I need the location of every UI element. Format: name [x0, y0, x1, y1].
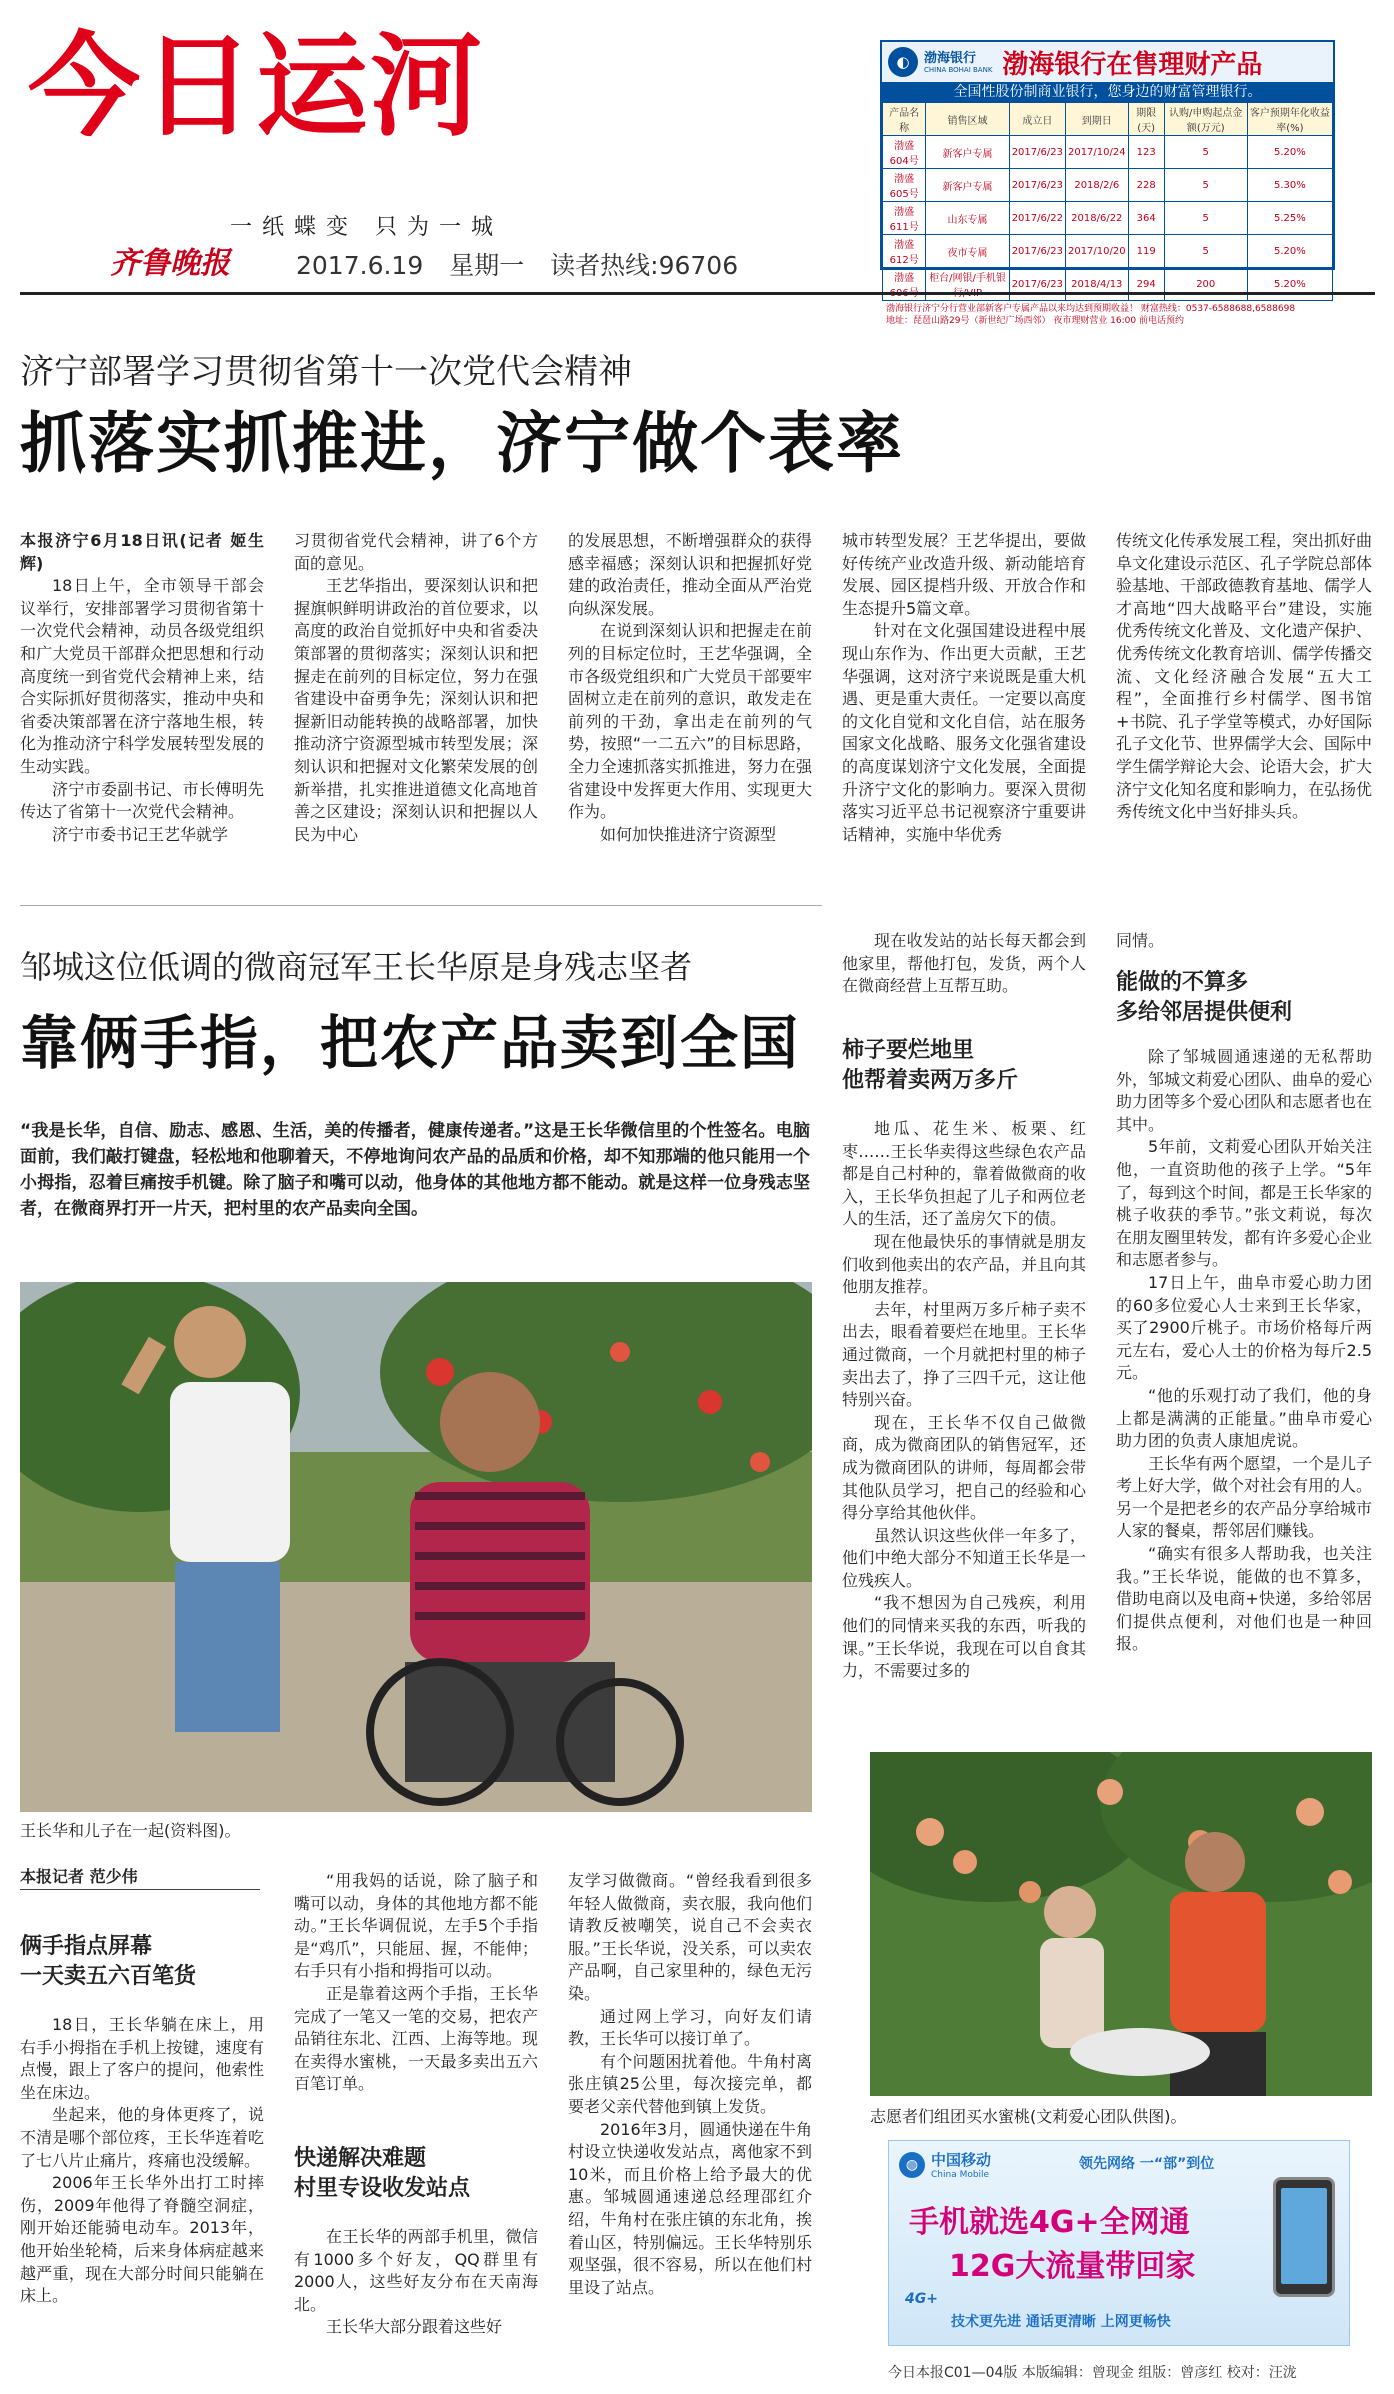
paragraph: 现在，王长华不仅自己做微商，成为微商团队的销售冠军，还成为微商团队的讲师，每周都会带其他队员学习，把自己的经验和心得分享给其他伙伴。: [842, 1412, 1086, 1523]
paragraph: 18日上午，全市领导干部会议举行，安排部署学习贯彻省第十一次党代会精神，动员各级党组织和广大党员干部群众把思想和行动高度统一到省党代会精神上来，结合实际抓好贯彻落实，推动中央和省委决策部署在济宁落地生根，转化为推动济宁科学发展转型发展的生动实践。: [20, 576, 264, 776]
bank-table-header-cell: 销售区域: [926, 103, 1009, 136]
paragraph: 王长华大部分跟着这些好: [326, 2317, 503, 2337]
bank-table-cell: 渤盛605号: [883, 169, 926, 202]
volunteers-photo: [870, 1752, 1372, 2096]
bank-table-cell: 5.20%: [1247, 268, 1332, 301]
bank-table-cell: 200: [1164, 268, 1247, 301]
subhead-two-fingers: 俩手指点屏幕 一天卖五六百笔货: [20, 1934, 197, 1989]
article1-column-1: [20, 530, 264, 846]
article1-column-4: [842, 530, 1086, 846]
bank-table-cell: 柜台/网银/手机银: [926, 268, 1009, 301]
bank-product-table: [882, 102, 1333, 301]
bank-table-cell: 5: [1164, 136, 1247, 169]
bank-table-header-cell: 客户预期年化收益率(%): [1247, 103, 1332, 136]
article1-column-2: [294, 530, 538, 846]
article1-kicker: 济宁部署学习贯彻省第十一次党代会精神: [20, 352, 632, 392]
bank-logo-icon: ◐: [888, 47, 918, 77]
article1-column-3: [568, 530, 812, 846]
reader-hotline: 读者热线:96706: [550, 251, 739, 280]
paragraph: 针对在文化强国建设进程中展现山东作为、作出更大贡献，王艺华强调，这对济宁来说既是重大机遇、更是重大责任。一定要以高度的文化自觉和文化自信，站在服务国家文化战略、服务文化强省建设的高度谋划济宁文化发展，全面提升济宁文化的影响力。要深入贯彻落实习近平总书记视察济宁重要讲话精神，实施中华优秀: [842, 621, 1086, 844]
bank-table-cell: 5: [1164, 169, 1247, 202]
bank-table-cell: 5.20%: [1247, 235, 1332, 268]
volunteers-photo-caption: 志愿者们组团买水蜜桃(文莉爱心团队供图)。: [870, 2107, 1187, 2126]
article2-column-d: [842, 930, 1086, 998]
issue-weekday: 星期一: [449, 251, 525, 280]
bank-logo-cn: 渤海银行: [924, 50, 977, 66]
subhead-neighbors: 能做的不算多 多给邻居提供便利: [1116, 970, 1293, 1025]
china-mobile-logo-text: [931, 2149, 991, 2180]
bank-table-header-cell: 到期日: [1065, 103, 1128, 136]
paragraph: 去年，村里两万多斤柿子卖不出去，眼看着要烂在地里。王长华通过微商，一个月就把村里的柿子卖出去了，挣了三四千元，这让他特别兴奋。: [842, 1299, 1086, 1410]
father-son-photo-image: [20, 1282, 812, 1812]
paragraph: 有个问题困扰着他。牛角村离张庄镇25公里，每次接完单，都要老父亲代替他到镇上发货。: [568, 2051, 812, 2116]
father-son-photo: [20, 1282, 812, 1812]
bank-table-cell: 119: [1128, 235, 1164, 268]
bank-ad-header: [882, 42, 1333, 82]
bank-ad-title: 渤海银行在售理财产品: [1002, 49, 1263, 80]
article2-column-b2: [294, 2226, 538, 2339]
paragraph: 如何加快推进济宁资源型: [600, 824, 777, 844]
paragraph: 坐起来，他的身体更疼了，说不清是哪个部位疼，王长华连着吃了七八片止痛片，疼痛也没缓解。: [20, 2105, 264, 2170]
paragraph: 习贯彻省党代会精神，讲了6个方面的意见。: [294, 531, 538, 573]
article2-kicker: 邹城这位低调的微商冠军王长华原是身残志坚者: [20, 948, 693, 986]
article2-column-e: [1116, 930, 1372, 953]
paragraph: 除了邹城圆通速递的无私帮助外，邹城文莉爱心团队、曲阜的爱心助力团等多个爱心团队和志愿者也在其中。: [1116, 1047, 1373, 1134]
bank-table-header-cell: 成立日: [1009, 103, 1065, 136]
paragraph: 2016年3月，圆通快递在牛角村设立快递收发站点，离他家不到10米，而且价格上给予最大的优惠。邹城圆通速递总经理邵红介绍，牛角村在张庄镇的东北角，挨着山区，特别偏远。王长华特别乐观坚强，很不容易，所以在他们村里设了站点。: [568, 2119, 812, 2297]
paragraph: 通过网上学习，向好友们请教，王长华可以接订单了。: [568, 2006, 812, 2049]
paragraph: 在说到深刻认识和把握走在前列的目标定位时，王艺华强调，全市各级党组织和广大党员干部要牢固树立走在前列的意识，敢发走在前列的干劲，拿出走在前列的气势，按照“一二五六”的目标思路，全力全速抓落实抓推进，努力在强省建设中发挥更大作用、实现更大作为。: [568, 621, 812, 822]
paragraph: 在王长华的两部手机里，微信有1000多个好友，QQ群里有2000人，这些好友分布在天南海北。: [294, 2227, 538, 2314]
bank-table-cell: 新客户专属: [926, 136, 1009, 169]
bank-table-header-cell: 期限(天): [1128, 103, 1164, 136]
paragraph: 现在收发站的站长每天都会到他家里，帮他打包，发货，两个人在微商经营上互帮互助。: [842, 931, 1086, 996]
bank-table-cell: 123: [1128, 136, 1164, 169]
article2-column-b: [294, 1870, 538, 2096]
newspaper-brand: 齐鲁晚报: [110, 246, 230, 281]
bank-table-row: [883, 136, 1333, 169]
article-divider: [20, 905, 822, 906]
bank-table-cell: 2018/4/13: [1065, 268, 1128, 301]
china-mobile-tagline: 技术更先进 通话更清晰 上网更畅快: [951, 2314, 1171, 2330]
paragraph: 济宁市委书记王艺华就学: [52, 824, 229, 844]
article2-lede: “我是长华，自信、励志、感恩、生活，美的传播者，健康传递者。”这是王长华微信里的个性签名。电脑面前，我们敲打键盘，轻松地和他聊着天，不停地询问农产品的品质和价格，却不知那端的他只能用一个小拇指，忍着巨痛按手机键。除了脑子和嘴可以动，他身体的其他地方都不能动。就是这样一位身残志坚者，在微商界打开一片天，把村里的农产品卖向全国。: [20, 1121, 810, 1219]
article2-column-e2: [1116, 1046, 1372, 1656]
bank-table-cell: 渤盛: [883, 268, 926, 301]
bank-table-cell: 5: [1164, 235, 1247, 268]
bank-logo-en: CHINA BOHAI BANK: [924, 65, 993, 74]
bank-table-header-cell: 认购/申购起点金额(万元): [1164, 103, 1247, 136]
article2-reporter: 本报记者 范少伟: [20, 1864, 260, 1890]
paragraph: 王长华有两个愿望，一个是儿子考上好大学，做个对社会有用的人。另一个是把老乡的农产品分享给城市人家的餐桌，帮邻居们赚钱。: [1116, 1453, 1373, 1541]
paragraph: “我不想因为自己残疾，利用他们的同情来买我的东西，听我的课。”王长华说，我现在可以自食其力，不需要过多的: [842, 1593, 1086, 1681]
paragraph: “确实有很多人帮助我，也关注我。”王长华说，能做的也不算多，借助电商以及电商+快递，多给邻居们提供点便利，对他们也是一种回报。: [1116, 1544, 1372, 1654]
paragraph: 虽然认识这些伙伴一年多了，他们中绝大部分不知道王长华是一位残疾人。: [842, 1525, 1086, 1590]
bank-table-cell: 2017/10/20: [1065, 235, 1128, 268]
paragraph: 济宁市委副书记、市长傅明先传达了省第十一次党代会精神。: [20, 779, 264, 822]
china-mobile-slogan: 领先网络 一“部”到位: [1079, 2156, 1215, 2172]
article2-column-c: [568, 1870, 812, 2299]
masthead-divider: [20, 292, 1375, 295]
china-mobile-logo-icon: ◍: [899, 2152, 925, 2178]
bank-table-cell: 渤盛604号: [883, 136, 926, 169]
china-mobile-advertisement: [888, 2140, 1350, 2346]
bank-table-cell: 2017/6/22: [1009, 202, 1065, 235]
china-mobile-4g-badge: 4G+: [905, 2291, 938, 2307]
article2-headline: 靠俩手指，把农产品卖到全国: [20, 1009, 801, 1077]
paragraph: 17日上午，曲阜市爱心助力团的60多位爱心人士来到王长华家，买了2900斤桃子。市场价格每斤两元左右，爱心人士的价格为每斤2.5元。: [1116, 1272, 1372, 1383]
paragraph: 王艺华指出，要深刻认识和把握旗帜鲜明讲政治的首位要求，以高度的政治自觉抓好中央和省委决策部署的贯彻落实；深刻认识和把握走在前列的目标定位，努力在强省建设中奋勇争先；深刻认识和把握新旧动能转换的战略部署，加快推动济宁资源型城市转型发展；深刻认识和把握对文化繁荣发展的创新举措，扎实推进道德文化高地首善之区建设；深刻认识和把握以人民为中心: [294, 576, 538, 844]
paragraph: 同情。: [1116, 931, 1165, 950]
china-mobile-line2: 12G大流量带回家: [949, 2249, 1196, 2284]
masthead-slogan: 一纸蝶变 只为一城: [230, 215, 503, 240]
volunteers-photo-image: [870, 1752, 1372, 2096]
bank-table-cell: 2018/6/22: [1065, 202, 1128, 235]
bank-table-cell: 2017/6/23: [1009, 136, 1065, 169]
page-footer: 今日本报C01—04版 本版编辑：曾现金 组版：曾彦红 校对：汪泷: [888, 2365, 1297, 2381]
date-bar: [296, 246, 756, 282]
bank-table-cell: 渤盛611号: [883, 202, 926, 235]
paragraph: 5年前，文莉爱心团队开始关注他，一直资助他的孩子上学。“5年了，每到这个时间，都是王长华家的桃子收获的季节。”张文莉说，每次在朋友圈里转发，都有许多爱心企业和志愿者参与。: [1116, 1137, 1373, 1270]
bank-footer-line2: 地址：琵琶山路29号（新世纪广场西邻） 夜市理财营业 16:00 前电话预约: [886, 316, 1184, 326]
bank-table-cell: 夜市专属: [926, 235, 1009, 268]
article1-column-5: [1116, 530, 1372, 824]
article1-headline: 抓落实抓推进，济宁做个表率: [20, 405, 904, 482]
china-mobile-name-cn: 中国移动: [931, 2151, 992, 2169]
bank-table-row: [883, 235, 1333, 268]
paragraph: 的发展思想，不断增强群众的获得感幸福感；深刻认识和把握抓好党建的政治责任，推动全面从严治党向纵深发展。: [568, 531, 812, 618]
bank-table-cell: 5.25%: [1247, 202, 1332, 235]
bank-table-cell: 364: [1128, 202, 1164, 235]
bank-table-cell: 228: [1128, 169, 1164, 202]
article2-column-d2: [842, 1118, 1086, 1683]
china-mobile-name-en: China Mobile: [931, 2170, 990, 2180]
bank-table-cell: 5.30%: [1247, 169, 1332, 202]
paragraph: 地瓜、花生米、板栗、红枣……王长华卖得这些绿色农产品都是自己村种的，靠着做微商的收入，王长华负担起了儿子和两位老人的生活，还了盖房欠下的债。: [842, 1119, 1086, 1229]
china-mobile-brand: [899, 2149, 991, 2180]
bank-table-cell: 渤盛612号: [883, 235, 926, 268]
bank-table-cell: 2017/6/23: [1009, 268, 1065, 301]
bank-table-cell: 山东专属: [926, 202, 1009, 235]
bank-table-cell: 5.20%: [1247, 136, 1332, 169]
bank-advertisement: [880, 40, 1335, 326]
father-son-photo-caption: 王长华和儿子在一起(资料图)。: [20, 1821, 241, 1840]
article2-column-a: [20, 2014, 264, 2308]
bank-table-cell: 5: [1164, 202, 1247, 235]
phone-icon: [1273, 2177, 1335, 2297]
paragraph: 2006年王长华外出打工时摔伤，2009年他得了脊髓空洞症，刚开始还能骑电动车。2013年，他开始坐轮椅，后来身体病症越来越严重，现在大部分时间只能躺在床上。: [20, 2173, 264, 2306]
bank-footer-line1: 渤海银行济宁分行营业部新客户专属产品以来均达到预期收益！ 财富热线：0537-6588688,6588698: [886, 304, 1296, 314]
bank-table-cell: 2018/2/6: [1065, 169, 1128, 202]
issue-date: 2017.6.19: [296, 251, 424, 280]
bank-ad-footer: [882, 301, 1333, 329]
bank-table-cell: 2017/6/23: [1009, 169, 1065, 202]
paragraph: “用我妈的话说，除了脑子和嘴可以动，身体的其他地方都不能动。”王长华调侃说，左手5个手指是“鸡爪”，只能屈、握，不能伸；右手只有小指和拇指可以动。: [294, 1871, 538, 1981]
paragraph: 正是靠着这两个手指，王长华完成了一笔又一笔的交易，把农产品销往东北、江西、上海等地。现在卖得水蜜桃，一天最多卖出五六百笔订单。: [294, 1983, 538, 2094]
paragraph: 城市转型发展？王艺华提出，要做好传统产业改造升级、新动能培育发展、园区提档升级、开放合作和生态提升5篇文章。: [842, 531, 1086, 618]
bank-table-row: [883, 268, 1333, 301]
article1-byline: 本报济宁6月18日讯(记者 姬生辉): [20, 531, 264, 573]
subhead-express: 快递解决难题 村里专设收发站点: [294, 2146, 471, 2201]
bank-logo-text: [924, 51, 992, 74]
masthead-title: 今日运河: [28, 22, 484, 152]
bank-table-row: [883, 202, 1333, 235]
china-mobile-line1: 手机就选4G+全网通: [909, 2205, 1190, 2240]
paragraph: “他的乐观打动了我们，他的身上都是满满的正能量。”曲阜市爱心助力团的负责人康旭虎说。: [1116, 1385, 1372, 1451]
bank-ad-subtitle: 全国性股份制商业银行，您身边的财富管理银行。: [882, 82, 1333, 102]
bank-table-cell: 294: [1128, 268, 1164, 301]
paragraph: 现在他最快乐的事情就是朋友们收到他卖出的农产品，并且向其他朋友推荐。: [842, 1231, 1086, 1297]
bank-table-row: [883, 169, 1333, 202]
bank-table-cell: 2017/6/23: [1009, 235, 1065, 268]
bank-table-cell: 2017/10/24: [1065, 136, 1128, 169]
bank-table-body: [883, 136, 1333, 301]
paragraph: 友学习做微商。“曾经我看到很多年轻人做微商，卖衣服，我向他们请教反被嘲笑，说自己不会卖衣服。”王长华说，没关系，可以卖农产品啊，自己家里种的，绿色无污染。: [568, 1871, 812, 2003]
bank-table-header-cell: 产品名称: [883, 103, 926, 136]
subhead-persimmon: 柿子要烂地里 他帮着卖两万多斤: [842, 1038, 1019, 1093]
bank-table-cell: 新客户专属: [926, 169, 1009, 202]
paragraph: 传统文化传承发展工程，突出抓好曲阜文化建设示范区、孔子学院总部体验基地、干部政德教育基地、儒学人才高地“四大战略平台”建设，实施优秀传统文化普及、文化遗产保护、优秀传统文化教育培训、儒学传播交流、文化经济融合发展“五大工程”，全面推行乡村儒学、图书馆+书院、孔子学堂等模式，办好国际孔子文化节、世界儒学大会、国际中学生儒学辩论大会、论语大会，扩大济宁文化知名度和影响力，在弘扬优秀传统文化中当好排头兵。: [1116, 531, 1373, 822]
paragraph: 18日，王长华躺在床上，用右手小拇指在手机上按键，速度有点慢，跟上了客户的提问，他索性坐在床边。: [20, 2015, 264, 2102]
bank-table-header: [883, 103, 1333, 136]
